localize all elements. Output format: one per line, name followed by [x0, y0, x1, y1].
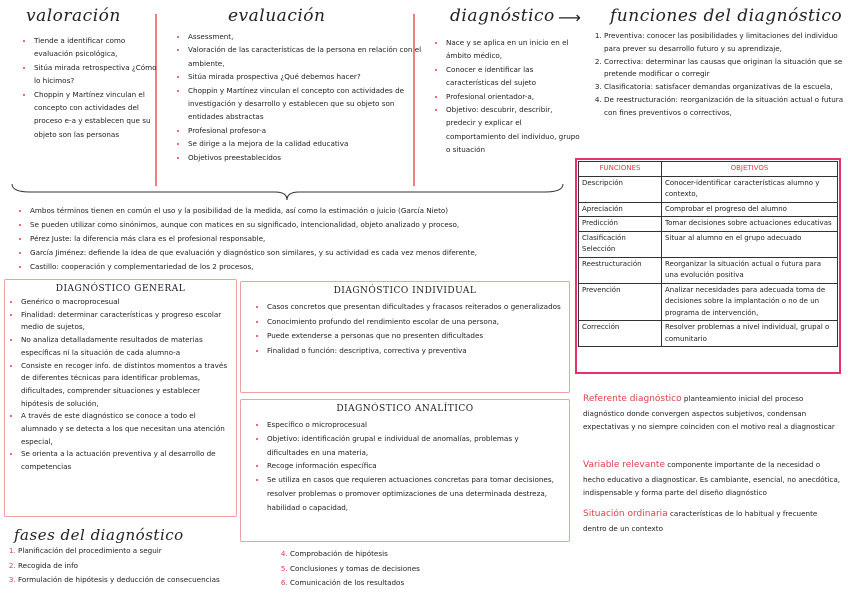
list-item: • Ambos términos tienen en común el uso y la posibilidad de la medida, así como la estimación o juicio (García Nieto): [30, 204, 590, 218]
list-item: • Profesional profesor-a: [188, 124, 422, 137]
table-header: [579, 162, 838, 177]
table-cell: Descripción: [579, 176, 662, 202]
list-item: • Finalidad: determinar características y progreso escolar medio de sujetos,: [21, 309, 230, 334]
general-title: DIAGNÓSTICO GENERAL: [55, 284, 186, 294]
list-item: • Choppin y Martínez vinculan el concepto con actividades de investigación y desarrollo y establecen que su objeto son entidades abstractas: [188, 84, 422, 124]
funciones-table-frame: [575, 158, 841, 374]
list-item: • Objetivo: descubrir, describir, predecir y explicar el comportamiento del individuo, grupo o situación: [446, 103, 581, 157]
individual-box: [240, 281, 570, 393]
table-cell: Resolver problemas a nivel individual, grupal o comunitario: [662, 321, 838, 347]
table-cell: Prevención: [579, 283, 662, 321]
list-item: • Choppin y Martínez vinculan el concepto con actividades del proceso e-a y establecen que su objeto son las personas: [34, 88, 164, 142]
table-cell: Conocer-identificar características alumno y contexto,: [662, 176, 838, 202]
list-item: • Profesional orientador-a,: [446, 90, 581, 103]
list-item: • Valoración de las características de la persona en relación con el ambiente,: [188, 43, 422, 70]
table-header-cell: FUNCIONES: [579, 162, 662, 177]
list-item: • Se utiliza en casos que requieren actuaciones concretas para tomar decisiones, resolver problemas o promover optimizaciones de una determinada destreza, habilidad o capacidad,: [267, 473, 561, 514]
funciones-list: [592, 30, 848, 120]
list-item: • Conocimiento profundo del rendimiento escolar de una persona,: [267, 315, 561, 330]
funciones-title: funciones del diagnóstico: [610, 6, 843, 26]
term: Referente diagnóstico: [583, 394, 682, 404]
list-item: • Pérez Juste: la diferencia más clara es el profesional responsable,: [30, 232, 590, 246]
list-item: 3. Clasificatoria: satisfacer demandas organizativas de la escuela,: [604, 81, 848, 94]
term: Variable relevante: [583, 460, 665, 470]
term-text: componente importante de la necesidad o hecho educativo a diagnosticar. Es cambiante, esencial, no anecdótica, indispensable y forma parte del diseño diagnóstico: [583, 460, 841, 497]
table-cell: Predicción: [579, 217, 662, 232]
term-text: características de lo habitual y frecuente dentro de un contexto: [583, 509, 818, 533]
evaluacion-list: [172, 30, 422, 164]
table-cell: Reestructuración: [579, 257, 662, 283]
table-cell: Comprobar el progreso del alumno: [662, 202, 838, 217]
list-item: • Conocer e identificar las características del sujeto: [446, 63, 581, 90]
list-item: • Se orienta a la actuación preventiva y al desarrollo de competencias: [21, 448, 230, 473]
list-item: • Finalidad o función: descriptiva, correctiva y preventiva: [267, 344, 561, 359]
table-row: [579, 202, 838, 217]
list-item: 1. Preventiva: conocer las posibilidades y limitaciones del individuo para prever su desarrollo futuro y su aprendizaje,: [604, 30, 848, 56]
definicion-situacion: [583, 507, 841, 535]
list-item: 5. Conclusiones y tomas de decisiones: [290, 562, 550, 577]
analitico-box: [240, 399, 570, 542]
list-item: • Assessment,: [188, 30, 422, 43]
table-row: [579, 321, 838, 347]
list-item: 3. Formulación de hipótesis y deducción de consecuencias: [18, 573, 280, 588]
list-item: • No analiza detalladamente resultados de materias específicas ni la situación de cada alumno-a: [21, 334, 230, 359]
list-item: • Específico o microprocesual: [267, 418, 561, 432]
analitico-title: DIAGNÓSTICO ANALÍTICO: [336, 404, 474, 414]
table-cell: Corrección: [579, 321, 662, 347]
general-box: [4, 279, 237, 517]
table-cell: Reorganizar la situación actual o futura para una evolución positiva: [662, 257, 838, 283]
table-row: [579, 231, 838, 257]
general-list: [5, 296, 230, 474]
list-item: 1. Planificación del procedimiento a seguir: [18, 544, 280, 559]
analitico-list: [251, 418, 561, 515]
diagnostico-list: [430, 36, 581, 157]
table-cell: Apreciación: [579, 202, 662, 217]
list-item: • Objetivo: identificación grupal e individual de anomalías, problemas y dificultades en una materia,: [267, 432, 561, 460]
list-item: • Sitúa mirada retrospectiva ¿Cómo lo hicimos?: [34, 61, 164, 88]
list-item: • Consiste en recoger info. de distintos momentos a través de diferentes técnicas para identificar problemas, dificultades, comprender situaciones y establecer hipótesis de solución,: [21, 360, 230, 411]
list-item: • Nace y se aplica en un inicio en el ámbito médico,: [446, 36, 581, 63]
list-item: 6. Comunicación de los resultados: [290, 576, 550, 591]
term-text: planteamiento inicial del proceso diagnóstico donde convergen aspectos subjetivos, condensan expectativas y no siempre coinciden con el motivo real a diagnosticar: [583, 394, 835, 431]
table-cell: Analizar necesidades para adecuada toma de decisiones sobre la implantación o no de un programa de intervención,: [662, 283, 838, 321]
table-cell: Clasificación Selección: [579, 231, 662, 257]
table-row: [579, 176, 838, 202]
term: Situación ordinaria: [583, 509, 668, 519]
list-item: • Genérico o macroprocesual: [21, 296, 230, 309]
list-item: • Castillo: cooperación y complementariedad de los 2 procesos,: [30, 260, 590, 274]
table-cell: Tomar decisiones sobre actuaciones educativas: [662, 217, 838, 232]
table-row: [579, 217, 838, 232]
list-item: • Se dirige a la mejora de la calidad educativa: [188, 137, 422, 150]
valoracion-title: valoración: [26, 6, 121, 26]
table-row: [579, 257, 838, 283]
list-item: 4. De reestructuración: reorganización de la situación actual o futura con fines preventivos o correctivos,: [604, 94, 848, 120]
list-item: • A través de este diagnóstico se conoce a todo el alumnado y se detecta a los que necesitan una atención especial,: [21, 410, 230, 448]
list-item: • Sitúa mirada prospectiva ¿Qué debemos hacer?: [188, 70, 422, 83]
arrow-right-icon: ⟶: [558, 8, 581, 27]
table-row: [579, 283, 838, 321]
list-item: • García Jiménez: defiende la idea de que evaluación y diagnóstico son similares, y su actividad es cada vez menos diferente,: [30, 246, 590, 260]
comun-list: [14, 204, 590, 274]
curly-brace: [10, 182, 565, 202]
fases-list-1: [2, 544, 280, 588]
list-item: • Recoge información específica: [267, 459, 561, 473]
list-item: • Objetivos preestablecidos: [188, 151, 422, 164]
diagnostico-title: diagnóstico: [450, 6, 555, 26]
definicion-variable: [583, 458, 841, 500]
definicion-referente: [583, 392, 841, 434]
list-item: 4. Comprobación de hipótesis: [290, 547, 550, 562]
individual-title: DIAGNÓSTICO INDIVIDUAL: [333, 286, 477, 296]
fases-list-2: [274, 547, 550, 591]
list-item: 2. Recogida de info: [18, 559, 280, 574]
evaluacion-title: evaluación: [228, 6, 326, 26]
individual-list: [251, 300, 561, 358]
table-cell: Situar al alumno en el grupo adecuado: [662, 231, 838, 257]
list-item: • Tiende a identificar como evaluación psicológica,: [34, 34, 164, 61]
list-item: 2. Correctiva: determinar las causas que originan la situación que se pretende modificar o corregir: [604, 56, 848, 82]
table-header-cell: OBJETIVOS: [662, 162, 838, 177]
funciones-table: [578, 161, 838, 347]
list-item: • Se pueden utilizar como sinónimos, aunque con matices en su significado, intencionalidad, objeto analizado y proceso,: [30, 218, 590, 232]
valoracion-list: [18, 34, 164, 141]
list-item: • Puede extenderse a personas que no presenten dificultades: [267, 329, 561, 344]
list-item: • Casos concretos que presentan dificultades y fracasos reiterados o generalizados: [267, 300, 561, 315]
fases-title: fases del diagnóstico: [14, 526, 184, 544]
